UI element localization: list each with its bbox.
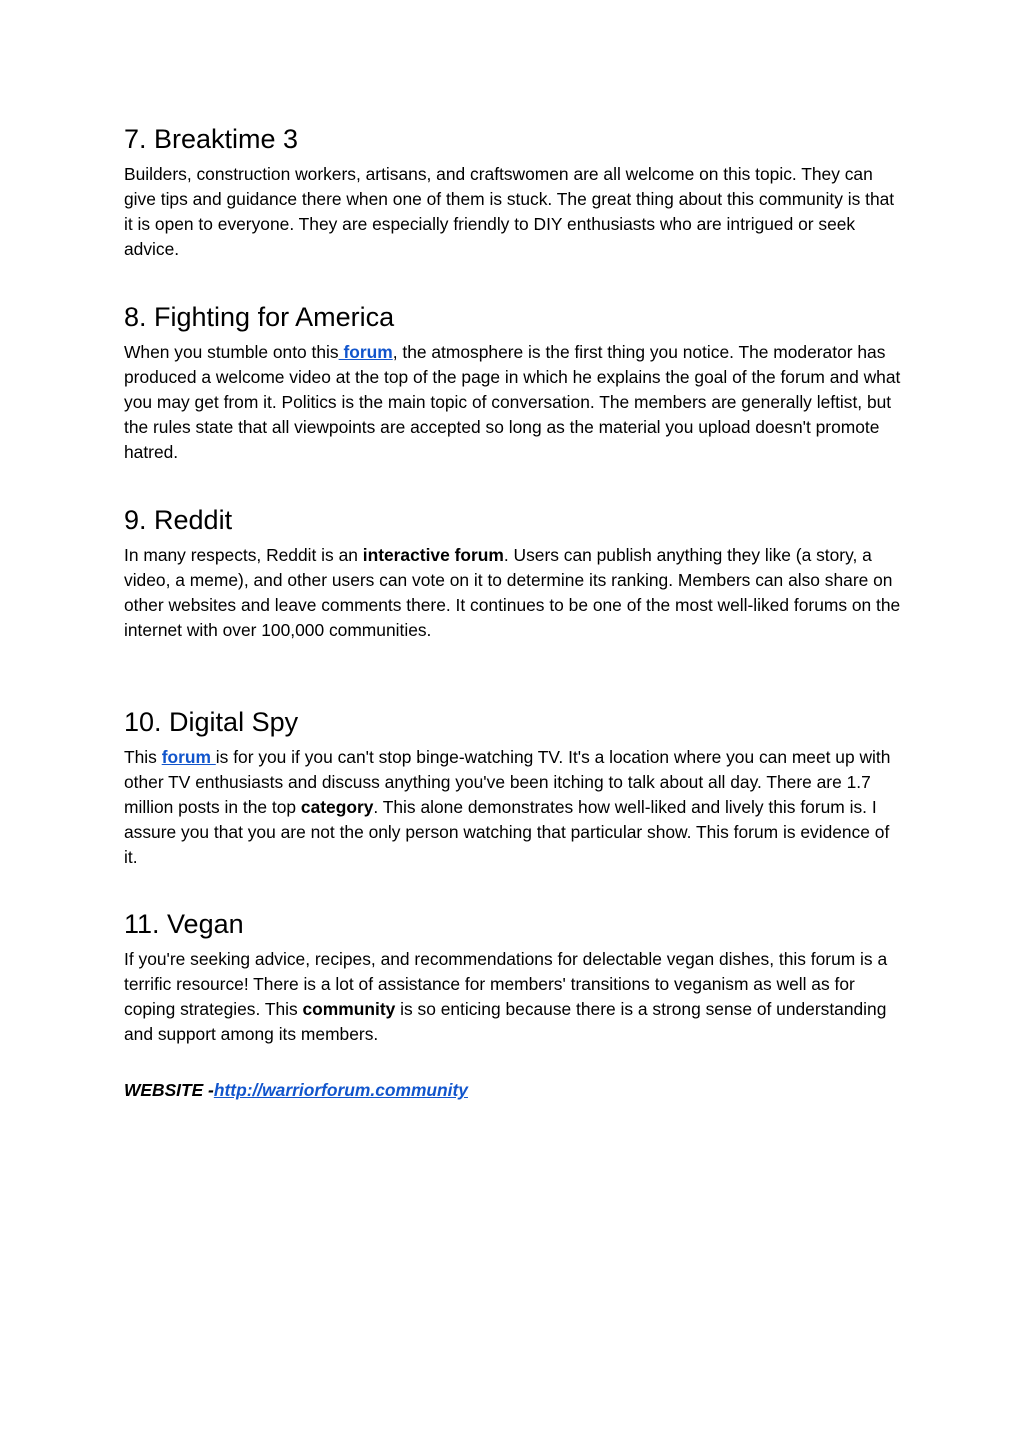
body-text: is for you if you can't stop binge-watching TV. It's a location where you can meet up with other TV enthusiasts and discuss anything you've been itching to talk about all day. There are 1.7 million posts in the top — [124, 747, 891, 817]
section-body — [124, 947, 904, 1047]
section-body — [124, 543, 904, 643]
section-heading: 8. Fighting for America — [124, 302, 395, 332]
bold-text: community — [302, 999, 396, 1019]
website-line — [124, 1078, 468, 1103]
forum-link[interactable]: forum — [338, 342, 393, 362]
body-text: , the atmosphere is the first thing you notice. The moderator has produced a welcome video at the top of the page in which he explains the goal of the forum and what you may get from it. Politics is the main topic of conversation. The members are generally leftist, but the rules state that all viewpoints are accepted so long as the material you upload doesn't promote hatred. — [124, 342, 901, 462]
body-text: . Users can publish anything they like (a story, a video, a meme), and other users can vote on it to determine its ranking. Members can also share on other websites and leave comments there. It continues to be one of the most well-liked forums on the internet with over 100,000 communities. — [124, 545, 901, 640]
body-text: . This alone demonstrates how well-liked and lively this forum is. I assure you that you are not the only person watching that particular show. This forum is evidence of it. — [124, 797, 890, 867]
section-heading: 9. Reddit — [124, 505, 233, 535]
forum-link[interactable]: forum — [161, 747, 216, 767]
section-body: Builders, construction workers, artisans, and craftswomen are all welcome on this topic. They can give tips and guidance there when one of them is stuck. The great thing about this community is that it is open to everyone. They are especially friendly to DIY enthusiasts who are intrigued or seek advice. — [124, 164, 895, 259]
body-text: When you stumble onto this — [124, 342, 339, 362]
section-breaktime — [124, 122, 904, 262]
section-heading: 7. Breaktime 3 — [124, 124, 299, 154]
body-text: This — [124, 747, 162, 767]
bold-text: category — [300, 797, 374, 817]
section-reddit — [124, 503, 904, 643]
website-link[interactable]: http://warriorforum.community — [213, 1080, 468, 1100]
section-body — [124, 745, 904, 870]
section-heading: 10. Digital Spy — [124, 707, 299, 737]
body-text: In many respects, Reddit is an — [124, 545, 363, 565]
bold-text: interactive forum — [362, 545, 504, 565]
section-vegan — [124, 907, 904, 1047]
body-text: If you're seeking advice, recipes, and recommendations for delectable vegan dishes, this forum is a terrific resource! There is a lot of assistance for members' transitions to veganism as well as for coping strategies. This — [124, 949, 888, 1019]
body-text: is so enticing because there is a strong sense of understanding and support among its members. — [124, 999, 887, 1044]
section-fighting-for-america — [124, 300, 904, 465]
section-digital-spy — [124, 705, 904, 870]
section-body — [124, 340, 904, 465]
section-heading: 11. Vegan — [124, 909, 244, 939]
website-label: WEBSITE - — [124, 1080, 214, 1100]
